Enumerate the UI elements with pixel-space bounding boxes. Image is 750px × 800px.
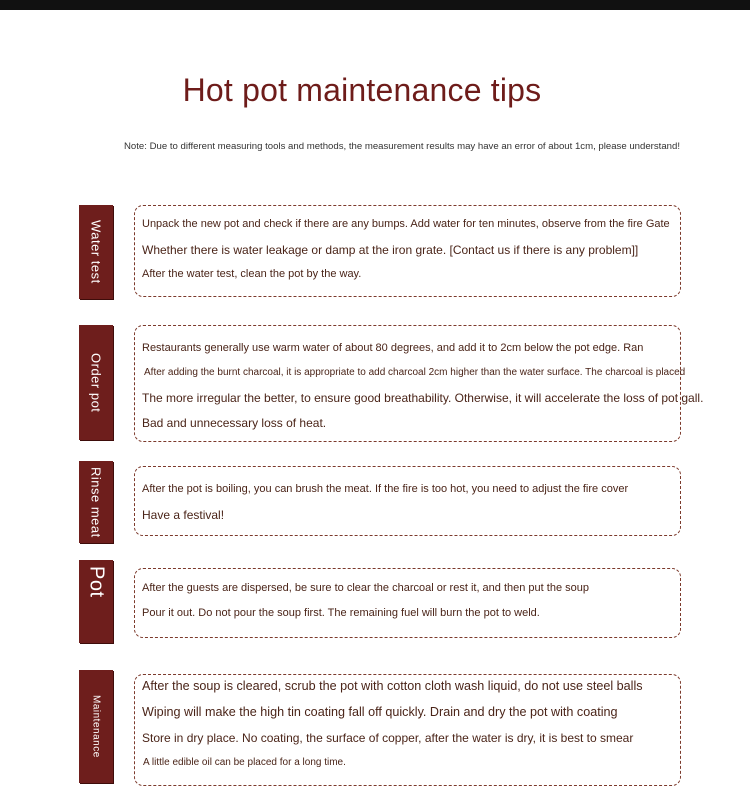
tip-line: The more irregular the better, to ensure good breathability. Otherwise, it will accelerate the loss of pot gall. xyxy=(142,391,704,405)
tip-line: Have a festival! xyxy=(142,508,225,522)
tip-line: Whether there is water leakage or damp at the iron grate. [Contact us if there is any problem]] xyxy=(142,243,639,257)
tip-line: Bad and unnecessary loss of heat. xyxy=(142,416,327,430)
section-label: Pot xyxy=(79,560,113,643)
tip-line: After the soup is cleared, scrub the pot with cotton cloth wash liquid, do not use steel balls xyxy=(142,679,643,693)
section-label: Water test xyxy=(79,205,113,299)
section-label: Order pot xyxy=(79,325,113,440)
tip-box xyxy=(134,205,681,297)
tip-line: A little edible oil can be placed for a long time. xyxy=(143,757,346,768)
tip-line: Wiping will make the high tin coating fall off quickly. Drain and dry the pot with coating xyxy=(142,705,618,719)
tip-box xyxy=(134,466,681,536)
top-bar xyxy=(0,0,750,10)
tip-box xyxy=(134,568,681,638)
tip-line: Unpack the new pot and check if there are any bumps. Add water for ten minutes, observe from the fire Gate xyxy=(142,218,670,230)
tip-line: Store in dry place. No coating, the surface of copper, after the water is dry, it is best to smear xyxy=(142,731,634,745)
tip-line: After adding the burnt charcoal, it is appropriate to add charcoal 2cm higher than the water surface. The charcoal is placed xyxy=(144,367,686,378)
section-label: Rinse meat xyxy=(79,461,113,543)
tip-box xyxy=(134,325,704,442)
tip-line: Pour it out. Do not pour the soup first. The remaining fuel will burn the pot to weld. xyxy=(142,607,540,619)
tip-line: After the pot is boiling, you can brush the meat. If the fire is too hot, you need to adjust the fire cover xyxy=(142,483,629,495)
tip-box xyxy=(134,674,681,786)
page-title: Hot pot maintenance tips xyxy=(182,72,542,108)
section-label: Maintenance xyxy=(79,670,113,783)
tip-line: After the guests are dispersed, be sure to clear the charcoal or rest it, and then put the soup xyxy=(142,582,589,594)
measurement-note: Note: Due to different measuring tools and methods, the measurement results may have an error of about 1cm, please understand! xyxy=(123,141,681,152)
tip-line: After the water test, clean the pot by the way. xyxy=(142,268,362,280)
tip-line: Restaurants generally use warm water of about 80 degrees, and add it to 2cm below the pot edge. Ran xyxy=(142,342,644,354)
